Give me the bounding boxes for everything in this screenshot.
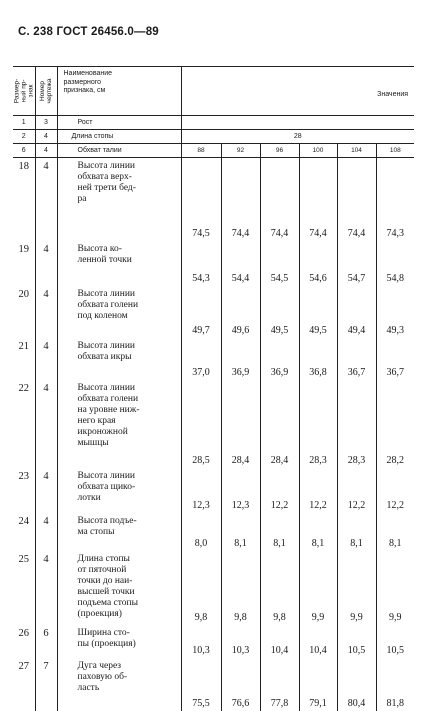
feature-number: 24 <box>13 513 35 551</box>
value-cell: 8,1 <box>389 537 402 549</box>
table-row <box>13 241 414 286</box>
waist-v5: 108 <box>376 144 414 158</box>
value-cell: 54,4 <box>221 241 260 286</box>
value-cell: 74,4 <box>299 158 337 241</box>
value-cell: 10,5 <box>337 625 376 658</box>
page-header: С. 238 ГОСТ 26456.0—89 <box>18 26 159 38</box>
header-feature-name: Наименование размерного признака, см <box>57 67 181 116</box>
stop-c2: 4 <box>35 130 57 144</box>
feature-number: 20 <box>13 286 35 338</box>
waist-v1: 92 <box>221 144 260 158</box>
value-cell: 54,7 <box>337 241 376 286</box>
value-cell: 54,6 <box>299 241 337 286</box>
value-cell: 49,5 <box>260 286 299 338</box>
feature-name: Высота линии обхвата щико- лотки <box>57 468 181 513</box>
waist-c1: 6 <box>13 144 35 158</box>
table-row <box>13 513 414 551</box>
column-header-row <box>13 67 414 116</box>
feature-name: Ширина сто- пы (проекция) <box>57 625 181 658</box>
table-row <box>13 658 414 711</box>
waist-c3: Обхват талии <box>57 144 181 158</box>
value-cell: 8,1 <box>221 513 260 551</box>
waist-v0: 88 <box>181 144 221 158</box>
value-cell: 28,3 <box>337 380 376 468</box>
drawing-number: 4 <box>35 241 57 286</box>
waist-row <box>13 144 414 158</box>
value-cell: 81,8 <box>386 697 405 709</box>
value-cell: 36,7 <box>386 366 405 378</box>
value-cell: 36,8 <box>299 338 337 380</box>
feature-number: 21 <box>13 338 35 380</box>
index-c4 <box>181 116 414 130</box>
stop-c3: Длина стопы <box>57 130 181 144</box>
value-cell: 10,3 <box>221 625 260 658</box>
value-cell: 37,0 <box>181 338 221 380</box>
value-cell: 28,4 <box>260 380 299 468</box>
waist-v4: 104 <box>337 144 376 158</box>
header-values: Значения <box>181 67 414 116</box>
waist-v3: 100 <box>299 144 337 158</box>
value-cell: 36,9 <box>221 338 260 380</box>
drawing-number: 4 <box>35 158 57 241</box>
drawing-number: 4 <box>35 468 57 513</box>
value-cell: 77,8 <box>260 658 299 711</box>
value-cell: 12,3 <box>181 468 221 513</box>
table-row <box>13 551 414 625</box>
header-feature-no <box>13 67 35 116</box>
feature-number: 26 <box>13 625 35 658</box>
drawing-number: 4 <box>35 338 57 380</box>
value-cell: 49,4 <box>337 286 376 338</box>
value-cell: 10,4 <box>260 625 299 658</box>
value-cell: 9,9 <box>337 551 376 625</box>
header-feature-no-text: Размер- ный пр- знак <box>13 78 35 104</box>
value-cell: 10,4 <box>299 625 337 658</box>
table-row <box>13 380 414 468</box>
value-cell: 12,2 <box>299 468 337 513</box>
drawing-number: 4 <box>35 380 57 468</box>
value-cell: 8,1 <box>260 513 299 551</box>
drawing-number: 4 <box>35 551 57 625</box>
value-cell: 54,8 <box>386 272 405 284</box>
drawing-number: 4 <box>35 286 57 338</box>
value-cell: 12,2 <box>337 468 376 513</box>
table-row <box>13 625 414 658</box>
feature-name: Длина стопы от пяточной точки до наи- высшей точки подъема стопы (проекция) <box>57 551 181 625</box>
measurements-table <box>13 66 414 711</box>
stop-c4: 28 <box>181 130 414 144</box>
feature-number: 18 <box>13 158 35 241</box>
waist-c2: 4 <box>35 144 57 158</box>
value-cell: 74,4 <box>337 158 376 241</box>
value-cell: 28,5 <box>181 380 221 468</box>
value-cell: 12,2 <box>260 468 299 513</box>
value-cell: 54,5 <box>260 241 299 286</box>
value-cell: 36,7 <box>337 338 376 380</box>
value-cell: 36,9 <box>260 338 299 380</box>
value-cell: 74,4 <box>260 158 299 241</box>
feature-number: 25 <box>13 551 35 625</box>
index-c2: 3 <box>35 116 57 130</box>
value-cell: 9,9 <box>299 551 337 625</box>
value-cell: 9,8 <box>181 551 221 625</box>
stop-c1: 2 <box>13 130 35 144</box>
feature-name: Высота ко- ленной точки <box>57 241 181 286</box>
drawing-number: 7 <box>35 658 57 711</box>
table-row <box>13 286 414 338</box>
feature-name: Высота линии обхвата голени на уровне ниж- него края икроножной мышцы <box>57 380 181 468</box>
table-row <box>13 468 414 513</box>
index-c1: 1 <box>13 116 35 130</box>
value-cell: 28,3 <box>299 380 337 468</box>
value-cell: 28,4 <box>221 380 260 468</box>
value-cell: 79,1 <box>299 658 337 711</box>
value-cell: 10,3 <box>181 625 221 658</box>
feature-name: Дуга через паховую об- ласть <box>57 658 181 711</box>
value-cell: 76,6 <box>221 658 260 711</box>
value-cell: 74,3 <box>386 227 405 239</box>
table-row <box>13 158 414 241</box>
drawing-number: 4 <box>35 513 57 551</box>
value-cell: 80,4 <box>337 658 376 711</box>
value-cell: 54,3 <box>181 241 221 286</box>
value-cell: 9,9 <box>389 611 402 623</box>
value-cell: 74,5 <box>181 158 221 241</box>
value-cell: 10,5 <box>386 644 405 656</box>
value-cell: 75,5 <box>181 658 221 711</box>
value-cell: 9,8 <box>221 551 260 625</box>
feature-name: Высота подъе- ма стопы <box>57 513 181 551</box>
table-row <box>13 338 414 380</box>
value-cell: 49,5 <box>299 286 337 338</box>
feature-name: Высота линии обхвата верх- ней трети бед- ра <box>57 158 181 241</box>
feature-number: 27 <box>13 658 35 711</box>
feature-number: 19 <box>13 241 35 286</box>
feature-number: 22 <box>13 380 35 468</box>
value-cell: 74,4 <box>221 158 260 241</box>
foot-length-row <box>13 130 414 144</box>
value-cell: 8,0 <box>181 513 221 551</box>
value-cell: 49,3 <box>386 324 405 336</box>
value-cell: 8,1 <box>299 513 337 551</box>
value-cell: 49,7 <box>181 286 221 338</box>
feature-name: Высота линии обхвата голени под коленом <box>57 286 181 338</box>
feature-number: 23 <box>13 468 35 513</box>
value-cell: 12,3 <box>221 468 260 513</box>
header-drawing-no <box>35 67 57 116</box>
header-drawing-no-text: Номер чертежа <box>39 78 53 104</box>
value-cell: 8,1 <box>337 513 376 551</box>
feature-name: Высота линии обхвата икры <box>57 338 181 380</box>
drawing-number: 6 <box>35 625 57 658</box>
value-cell: 9,8 <box>260 551 299 625</box>
index-row <box>13 116 414 130</box>
waist-v2: 96 <box>260 144 299 158</box>
value-cell: 49,6 <box>221 286 260 338</box>
value-cell: 28,2 <box>386 454 405 466</box>
value-cell: 12,2 <box>386 499 405 511</box>
index-c3: Рост <box>57 116 181 130</box>
